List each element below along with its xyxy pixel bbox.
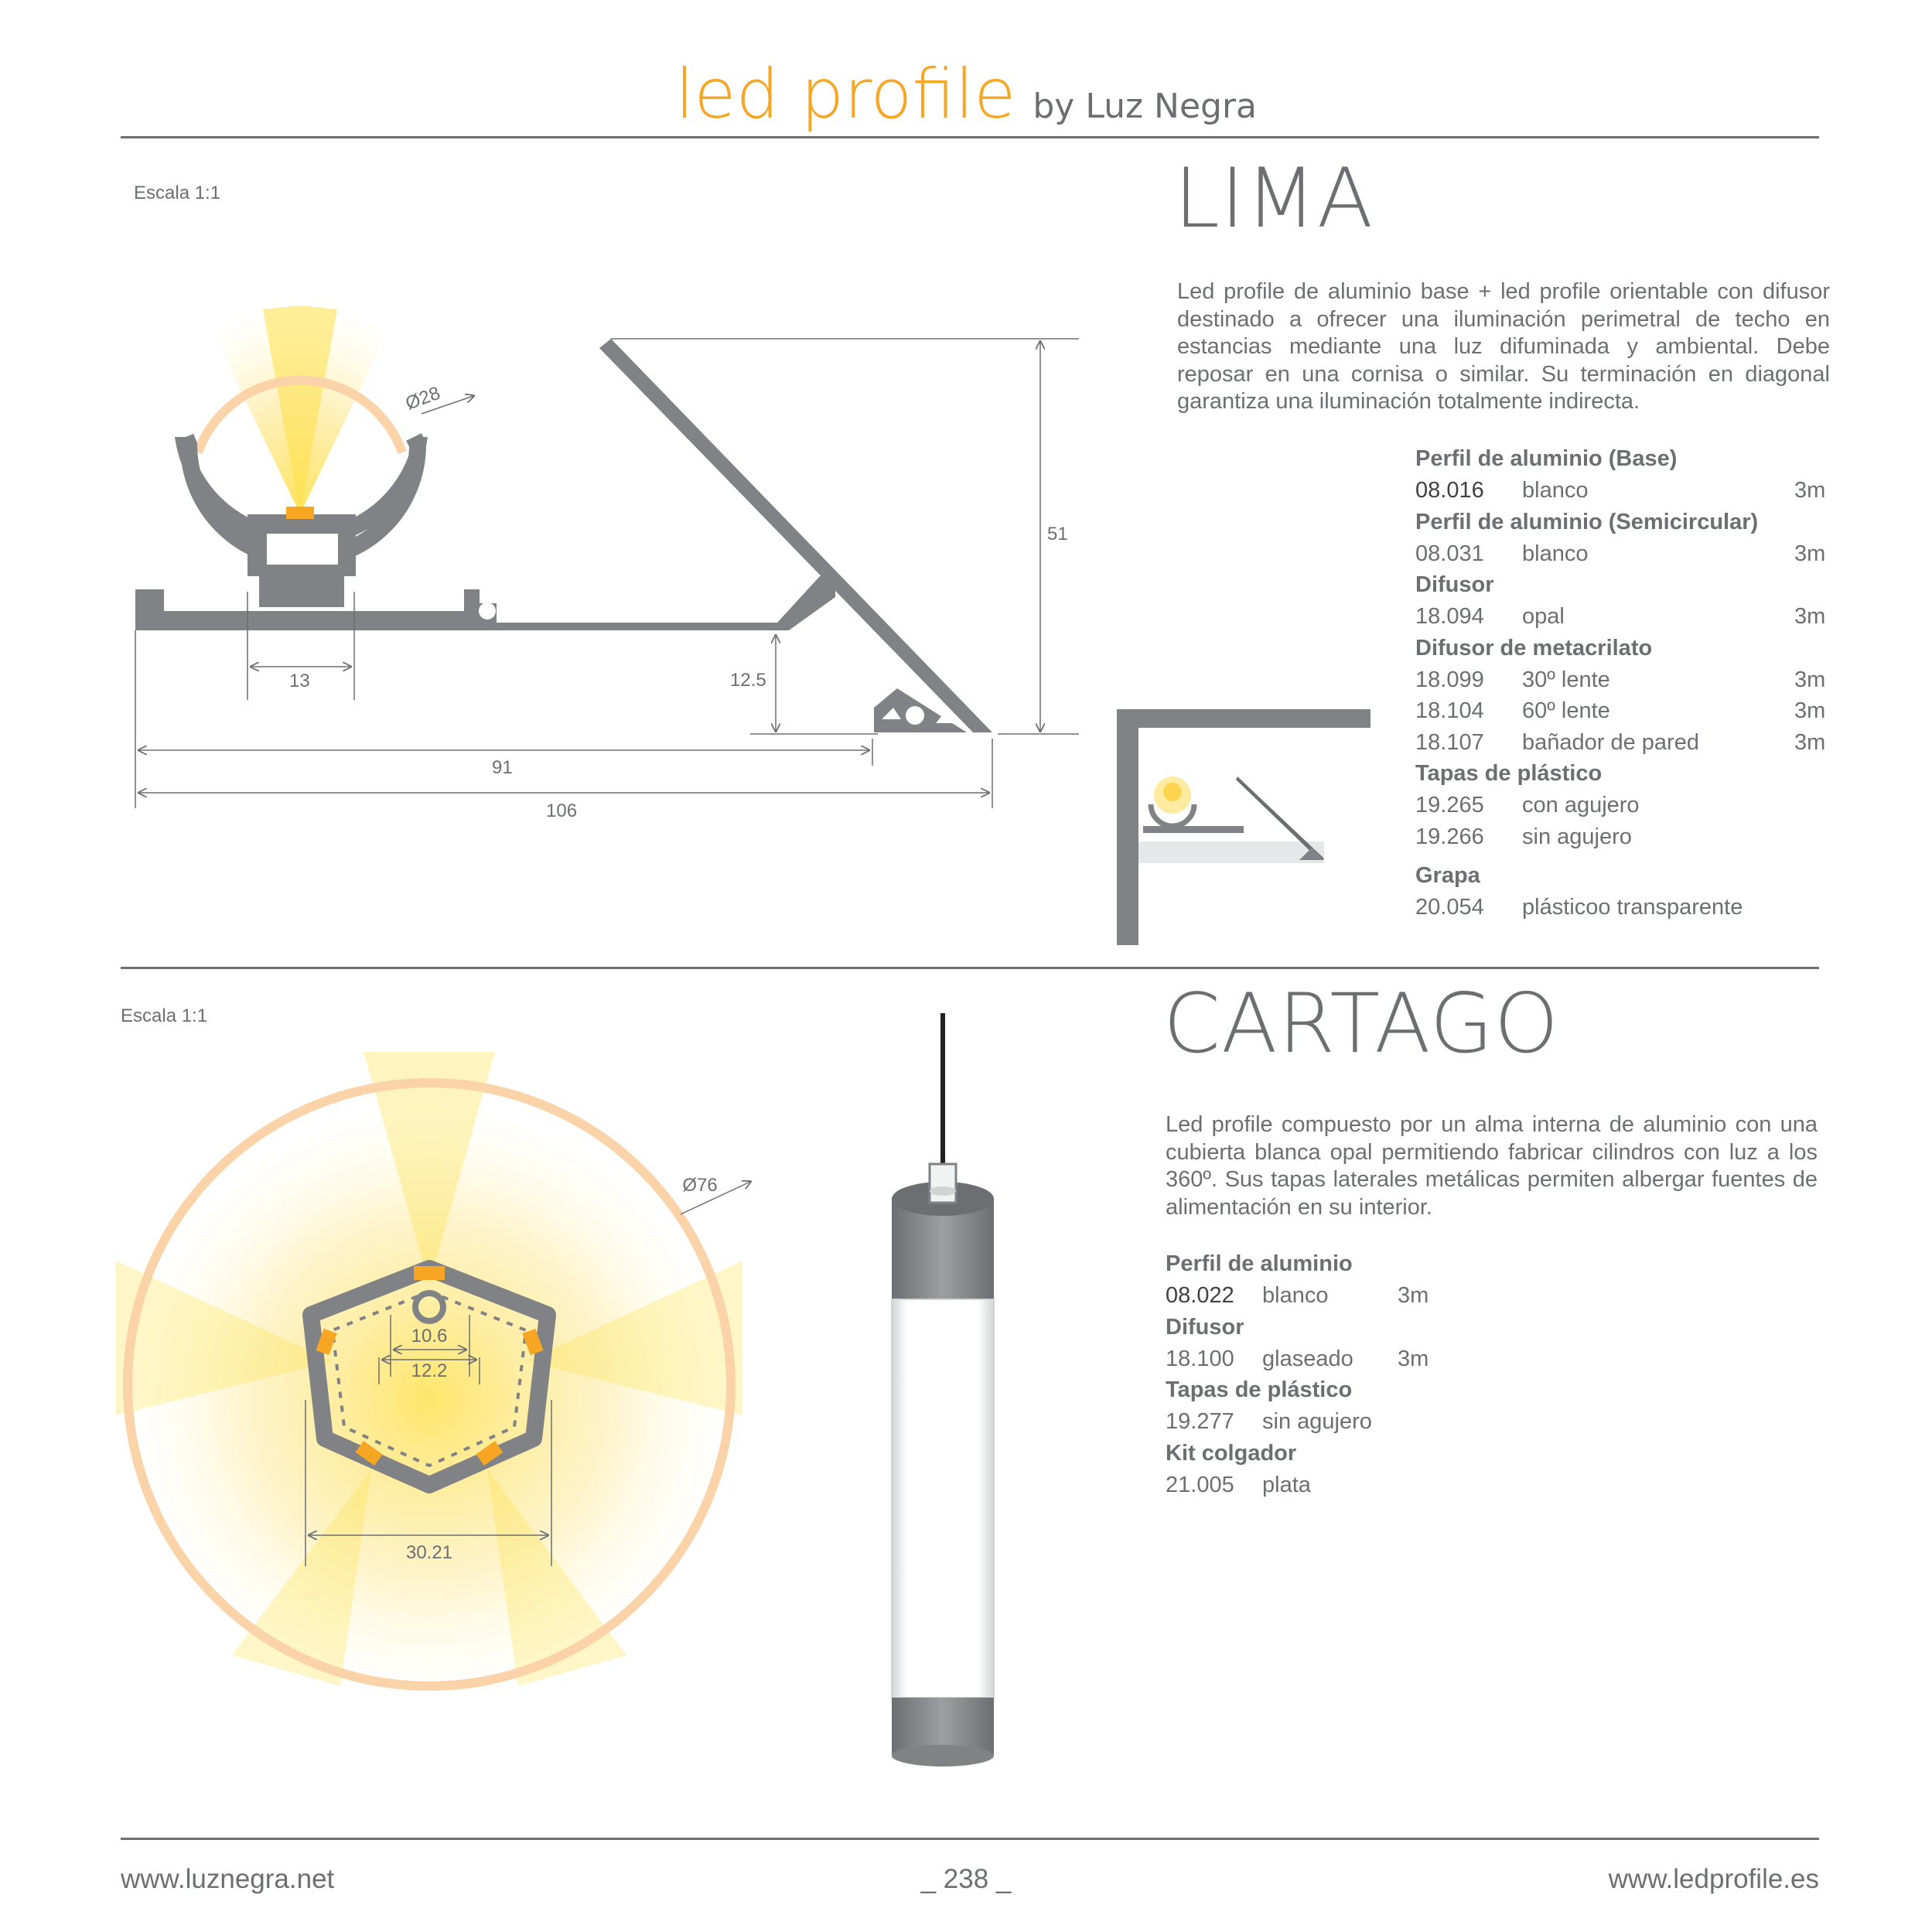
lima-installation-thumbnail bbox=[1117, 709, 1370, 945]
spec-length: 3m bbox=[1794, 729, 1826, 755]
lima-dim-12-5: 12.5 bbox=[730, 670, 766, 691]
spec-desc: glaseado bbox=[1262, 1346, 1353, 1371]
brand-byline: by Luz Negra bbox=[1033, 87, 1258, 126]
lima-dim-diameter: Ø28 bbox=[402, 382, 443, 415]
spec-desc: plásticoo transparente bbox=[1522, 895, 1743, 920]
spec-desc: 30º lente bbox=[1522, 667, 1610, 692]
spec-desc: blanco bbox=[1522, 478, 1589, 503]
spec-group-title: Difusor de metacrilato bbox=[1415, 635, 1653, 660]
lima-dim-51: 51 bbox=[1047, 524, 1068, 544]
spec-code: 18.094 bbox=[1415, 604, 1484, 629]
cartago-title: CARTAGO bbox=[1163, 976, 1560, 1071]
spec-length: 3m bbox=[1794, 541, 1826, 566]
spec-code: 18.107 bbox=[1415, 729, 1484, 755]
spec-code: 19.277 bbox=[1166, 1409, 1234, 1434]
spec-group-title: Perfil de aluminio (Base) bbox=[1415, 446, 1678, 471]
cartago-drawing bbox=[0, 975, 1932, 1825]
lima-dim-91: 91 bbox=[492, 757, 513, 778]
spec-desc: blanco bbox=[1262, 1283, 1329, 1308]
spec-desc: bañador de pared bbox=[1522, 729, 1699, 755]
spec-code: 19.266 bbox=[1415, 824, 1484, 849]
spec-length: 3m bbox=[1794, 698, 1826, 723]
cartago-description: Led profile compuesto por un alma interna de aluminio con una cubierta blanca opal permitiendo fabricar cilindros con luz a los 360º. Sus tapas laterales metálicas permiten albergar fuentes de alimentación en su interior. bbox=[1166, 1112, 1818, 1220]
spec-desc: 60º lente bbox=[1522, 698, 1610, 723]
footer-link-luznegra[interactable]: www.luznegra.net bbox=[121, 1864, 335, 1894]
cartago-dim-diameter: Ø76 bbox=[682, 1175, 718, 1196]
spec-length: 3m bbox=[1794, 478, 1826, 503]
cartago-dim-30-21: 30.21 bbox=[405, 1542, 453, 1563]
cartago-scale-label: Escala 1:1 bbox=[121, 1005, 208, 1026]
footer-divider bbox=[121, 1838, 1819, 1840]
spec-code: 20.054 bbox=[1415, 895, 1484, 920]
cartago-dim-10-6: 10.6 bbox=[411, 1326, 448, 1347]
spec-length: 3m bbox=[1398, 1283, 1429, 1308]
spec-group-title: Perfil de aluminio (Semicircular) bbox=[1415, 509, 1759, 534]
spec-length: 3m bbox=[1794, 604, 1826, 629]
spec-code: 18.104 bbox=[1415, 698, 1484, 723]
footer-link-ledprofile[interactable]: www.ledprofile.es bbox=[1608, 1864, 1819, 1894]
lima-light-rays bbox=[217, 302, 384, 514]
lima-led-chip bbox=[286, 507, 314, 519]
lima-dim-13: 13 bbox=[289, 671, 310, 691]
spec-code: 18.100 bbox=[1166, 1346, 1234, 1371]
spec-code: 18.099 bbox=[1415, 667, 1484, 692]
spec-length: 3m bbox=[1398, 1346, 1429, 1371]
page-number: _ 238 _ bbox=[920, 1864, 1012, 1894]
spec-desc: plata bbox=[1262, 1472, 1311, 1497]
section-divider bbox=[121, 967, 1819, 969]
spec-group-title: Grapa bbox=[1415, 863, 1480, 888]
spec-group-title: Difusor bbox=[1166, 1314, 1244, 1340]
spec-group-title: Tapas de plástico bbox=[1415, 761, 1603, 786]
lima-description: Led profile de aluminio base + led profile orientable con difusor destinado a ofrecer una iluminación perimetral de techo en estancias mediante una luz difuminada y ambiental. Debe reposar en una cornisa o similar. Su terminación en diagonal garantiza una iluminación totalmente indirecta. bbox=[1177, 279, 1830, 414]
spec-desc: con agujero bbox=[1522, 793, 1640, 818]
spec-group-title: Difusor bbox=[1415, 572, 1494, 597]
spec-code: 08.031 bbox=[1415, 541, 1484, 566]
spec-length: 3m bbox=[1794, 667, 1826, 692]
spec-code: 08.016 bbox=[1415, 478, 1484, 503]
spec-desc: blanco bbox=[1522, 541, 1589, 566]
cartago-dim-12-2: 12.2 bbox=[411, 1360, 448, 1381]
spec-code: 19.265 bbox=[1415, 793, 1484, 818]
spec-group-title: Perfil de aluminio bbox=[1166, 1251, 1353, 1276]
lima-dim-106: 106 bbox=[546, 800, 578, 821]
cartago-pendant-cylinder bbox=[892, 1013, 994, 1766]
spec-desc: sin agujero bbox=[1262, 1409, 1372, 1434]
lima-scale-label: Escala 1:1 bbox=[134, 183, 221, 203]
spec-code: 21.005 bbox=[1166, 1472, 1234, 1497]
lima-diagonal-profile bbox=[599, 339, 992, 732]
lima-title: LIMA bbox=[1174, 151, 1374, 246]
spec-desc: opal bbox=[1522, 604, 1565, 629]
brand-title: led profile bbox=[674, 54, 1016, 134]
spec-code: 08.022 bbox=[1166, 1283, 1234, 1308]
spec-desc: sin agujero bbox=[1522, 824, 1632, 849]
spec-group-title: Tapas de plástico bbox=[1166, 1377, 1353, 1402]
spec-group-title: Kit colgador bbox=[1166, 1440, 1297, 1466]
